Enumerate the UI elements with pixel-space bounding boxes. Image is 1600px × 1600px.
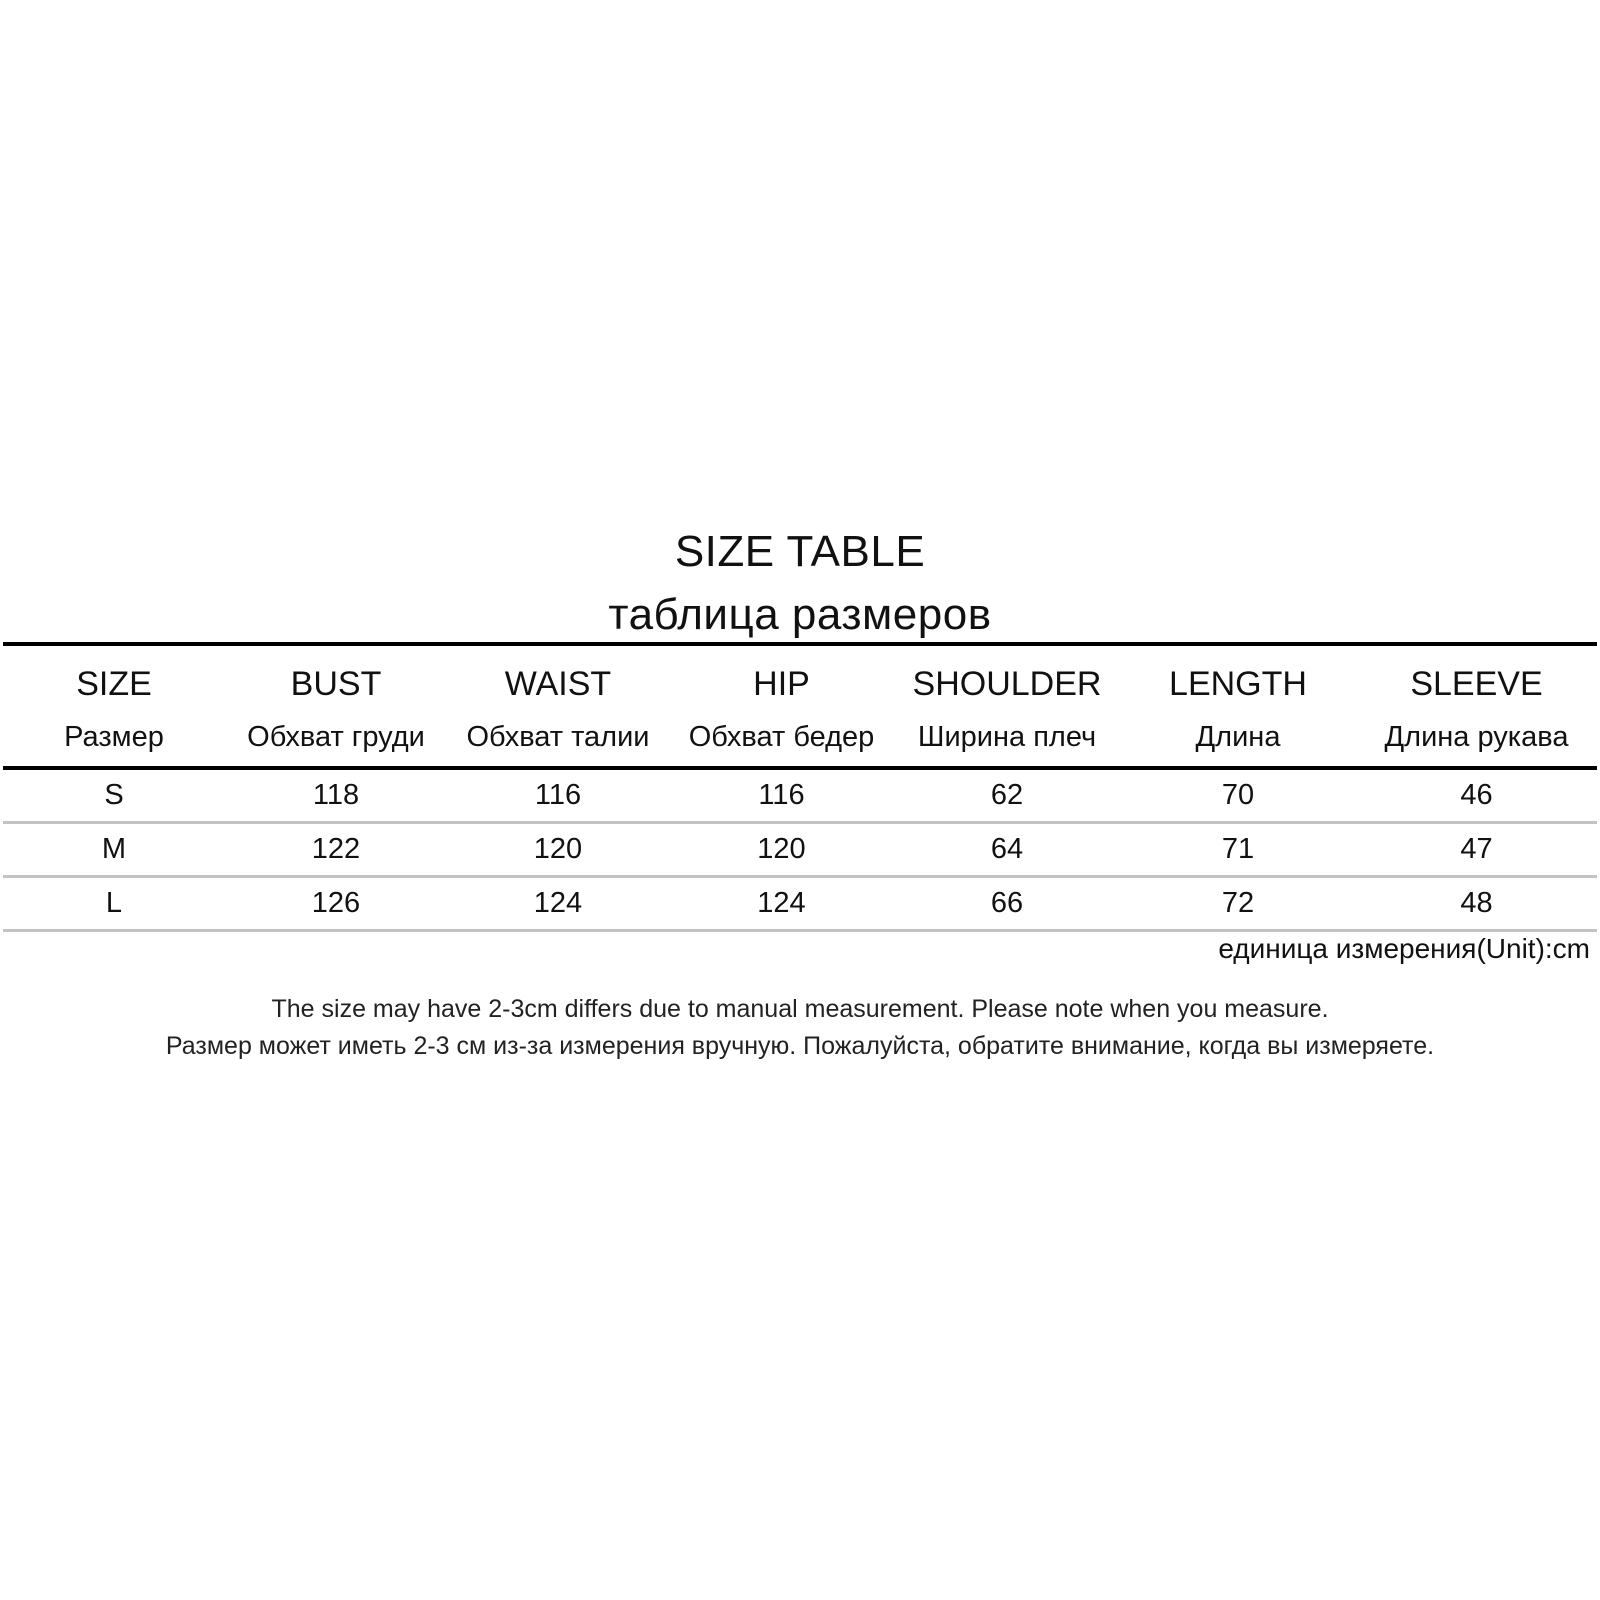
header-size-ru: Размер xyxy=(3,708,225,768)
header-sleeve: SLEEVE xyxy=(1356,644,1597,708)
header-sleeve-ru: Длина рукава xyxy=(1356,708,1597,768)
cell-length: 70 xyxy=(1120,768,1356,823)
cell-sleeve: 46 xyxy=(1356,768,1597,823)
measurement-note-russian: Размер может иметь 2-3 см из-за измерения вручную. Пожалуйста, обратите внимание, когда вы измеряете. xyxy=(165,1032,1435,1060)
header-hip: HIP xyxy=(669,644,894,708)
header-length: LENGTH xyxy=(1120,644,1356,708)
table-row-m xyxy=(3,823,1597,877)
unit-note: единица измерения(Unit):cm xyxy=(1218,933,1590,964)
cell-length: 71 xyxy=(1120,823,1356,877)
size-table xyxy=(3,642,1597,932)
cell-hip: 116 xyxy=(669,768,894,823)
cell-sleeve: 47 xyxy=(1356,823,1597,877)
cell-waist: 116 xyxy=(447,768,669,823)
table-row-s xyxy=(3,768,1597,823)
cell-shoulder: 66 xyxy=(894,877,1120,931)
header-length-ru: Длина xyxy=(1120,708,1356,768)
header-hip-ru: Обхват бедер xyxy=(669,708,894,768)
cell-waist: 124 xyxy=(447,877,669,931)
cell-length: 72 xyxy=(1120,877,1356,931)
page-title: SIZE TABLE xyxy=(674,527,926,576)
header-shoulder: SHOULDER xyxy=(894,644,1120,708)
header-bust: BUST xyxy=(225,644,447,708)
cell-sleeve: 48 xyxy=(1356,877,1597,931)
header-row-russian xyxy=(3,708,1597,768)
cell-waist: 120 xyxy=(447,823,669,877)
header-bust-ru: Обхват груди xyxy=(225,708,447,768)
page-subtitle: таблица размеров xyxy=(608,590,992,639)
table-row-l xyxy=(3,877,1597,931)
header-waist: WAIST xyxy=(447,644,669,708)
cell-bust: 118 xyxy=(225,768,447,823)
cell-size: L xyxy=(3,877,225,931)
cell-shoulder: 64 xyxy=(894,823,1120,877)
cell-hip: 124 xyxy=(669,877,894,931)
header-shoulder-ru: Ширина плеч xyxy=(894,708,1120,768)
header-size: SIZE xyxy=(3,644,225,708)
header-row-english xyxy=(3,644,1597,708)
cell-size: M xyxy=(3,823,225,877)
cell-bust: 126 xyxy=(225,877,447,931)
header-waist-ru: Обхват талии xyxy=(447,708,669,768)
cell-hip: 120 xyxy=(669,823,894,877)
measurement-note-english: The size may have 2-3cm differs due to manual measurement. Please note when you measure. xyxy=(271,995,1329,1023)
cell-size: S xyxy=(3,768,225,823)
cell-bust: 122 xyxy=(225,823,447,877)
cell-shoulder: 62 xyxy=(894,768,1120,823)
